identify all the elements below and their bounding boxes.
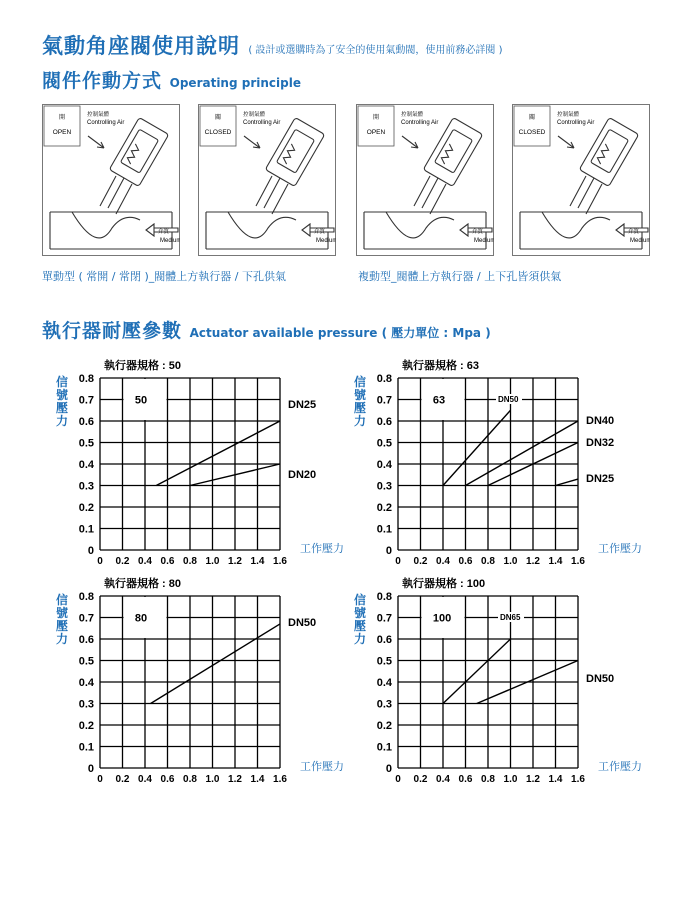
y-tick-label: 0.5 (376, 655, 392, 668)
state-label-cn: 開 (372, 115, 380, 121)
x-tick-label: 1.0 (205, 774, 220, 785)
x-tick-label: 0 (97, 774, 103, 785)
y-tick-label: 0.7 (78, 612, 94, 625)
caption-double-acting: 複動型_閥體上方執行器 / 上下孔皆須供氣 (358, 270, 562, 283)
x-tick-label: 0.8 (183, 774, 197, 785)
x-tick-label: 0 (395, 774, 401, 785)
x-tick-label: 1.6 (571, 556, 585, 567)
y-tick-label: 0.6 (376, 634, 392, 646)
series-label-dn40: DN40 (586, 415, 615, 427)
series-label-dn50: DN50 (498, 395, 519, 404)
series-line-dn40 (466, 421, 579, 486)
x-tick-label: 0.8 (481, 774, 495, 785)
x-tick-label: 1.2 (526, 556, 540, 567)
y-tick-label: 0.4 (376, 459, 392, 471)
ylabel-char: 壓 (56, 401, 69, 415)
chart-svg (52, 574, 352, 794)
x-tick-label: 1.0 (205, 556, 220, 567)
pressure-title-en: Actuator available pressure ( 壓力單位 : Mpa ) (189, 326, 491, 340)
y-tick-label: 0.8 (78, 373, 94, 385)
series-label-dn65: DN65 (500, 613, 521, 622)
pressure-heading (42, 316, 491, 343)
series-line-dn25 (556, 479, 579, 485)
x-tick-label: 0.4 (138, 556, 152, 567)
valve-diagram-3 (356, 104, 494, 256)
x-tick-label: 1.2 (526, 774, 540, 785)
x-tick-label: 1.4 (548, 774, 563, 785)
pressure-chart-100 (350, 574, 650, 798)
x-tick-label: 1.4 (250, 774, 265, 785)
y-tick-label: 0 (385, 545, 392, 557)
y-tick-label: 0.1 (376, 523, 392, 536)
y-tick-label: 0.3 (78, 480, 94, 493)
series-label-dn50: DN50 (288, 617, 317, 629)
ylabel-char: 號 (56, 606, 69, 620)
controlling-air-cn: 控制氣體 (557, 112, 580, 118)
page-title (42, 30, 502, 60)
medium-en: Medium (474, 238, 494, 244)
medium-cn: 介質 (314, 229, 326, 235)
chart-svg (350, 356, 650, 576)
state-label-en: CLOSED (204, 129, 232, 136)
state-label-en: OPEN (366, 129, 386, 136)
ylabel-char: 信 (56, 375, 69, 389)
valve-diagram-4 (512, 104, 650, 256)
chart-title: 執行器規格 : 100 (402, 578, 486, 590)
ylabel-char: 號 (354, 388, 367, 402)
medium-en: Medium (316, 238, 336, 244)
state-box (200, 106, 236, 146)
y-tick-label: 0.1 (376, 741, 392, 754)
chart-ylabel (354, 374, 366, 428)
medium-cn: 介質 (472, 229, 484, 235)
x-tick-label: 0.4 (436, 774, 450, 785)
ylabel-char: 信 (354, 375, 367, 389)
chart-inner-label: 63 (432, 394, 446, 407)
y-tick-label: 0 (385, 763, 392, 775)
ylabel-char: 力 (354, 414, 367, 428)
state-box (514, 106, 550, 146)
chart-svg (52, 356, 352, 576)
y-tick-label: 0 (87, 763, 94, 775)
ylabel-char: 力 (56, 632, 69, 646)
y-tick-label: 0.2 (376, 502, 392, 514)
medium-en: Medium (160, 238, 180, 244)
chart-ylabel (56, 592, 68, 646)
y-tick-label: 0.3 (376, 698, 392, 711)
y-tick-label: 0.5 (78, 655, 94, 668)
y-tick-label: 0.1 (78, 523, 94, 536)
chart-title: 執行器規格 : 80 (104, 578, 182, 590)
series-label-dn20: DN20 (288, 469, 317, 481)
x-tick-label: 0.8 (481, 556, 495, 567)
x-tick-label: 0.2 (115, 556, 130, 567)
x-tick-label: 0.2 (115, 774, 130, 785)
valve-diagram-1 (42, 104, 180, 256)
ylabel-char: 壓 (56, 619, 69, 633)
y-tick-label: 0.6 (78, 634, 94, 646)
caption-single-acting: 單動型 ( 常開 / 常閉 )_閥體上方執行器 / 下孔供氣 (42, 270, 286, 283)
y-tick-label: 0.3 (78, 698, 94, 711)
y-tick-label: 0.7 (376, 394, 392, 407)
y-tick-label: 0.7 (376, 612, 392, 625)
y-tick-label: 0.6 (376, 416, 392, 428)
y-tick-label: 0.2 (78, 720, 94, 732)
pressure-title: 執行器耐壓參數 (42, 320, 183, 342)
controlling-air-en: Controlling Air (557, 120, 595, 126)
valve-diagram-svg (512, 104, 650, 256)
valve-diagram-svg (42, 104, 180, 256)
valve-diagram-2 (198, 104, 336, 256)
chart-title: 執行器規格 : 50 (104, 360, 182, 372)
principle-title: 閥件作動方式 (42, 70, 163, 92)
controlling-air-en: Controlling Air (87, 120, 125, 126)
y-tick-label: 0.8 (376, 591, 392, 603)
ylabel-char: 號 (354, 606, 367, 620)
state-label-en: OPEN (52, 129, 72, 136)
series-label-dn25: DN25 (288, 399, 317, 411)
page-title-text: 氣動角座閥使用說明 (42, 34, 240, 58)
series-line-dn25 (156, 421, 280, 486)
series-line-dn50 (151, 624, 280, 704)
principle-title-en: Operating principle (169, 76, 301, 90)
pressure-chart-80 (52, 574, 352, 798)
page-subtitle: ( 設計或選購時為了安全的使用氣動閥，使用前務必詳閱 ) (248, 45, 503, 56)
ylabel-char: 力 (354, 632, 367, 646)
x-tick-label: 1.6 (571, 774, 585, 785)
x-tick-label: 0.6 (458, 556, 473, 567)
medium-en: Medium (630, 238, 650, 244)
controlling-air-en: Controlling Air (243, 120, 281, 126)
ylabel-char: 信 (354, 593, 367, 607)
x-tick-label: 0.8 (183, 556, 197, 567)
y-tick-label: 0.8 (376, 373, 392, 385)
state-label-cn: 關 (528, 115, 536, 121)
x-tick-label: 1.2 (228, 774, 242, 785)
controlling-air-en: Controlling Air (401, 120, 439, 126)
chart-xlabel: 工作壓力 (598, 761, 642, 773)
chart-xlabel: 工作壓力 (300, 761, 344, 773)
y-tick-label: 0.2 (78, 502, 94, 514)
state-box (44, 106, 80, 146)
y-tick-label: 0.4 (78, 677, 94, 689)
x-tick-label: 1.6 (273, 774, 287, 785)
medium-cn: 介質 (158, 229, 170, 235)
ylabel-char: 信 (56, 593, 69, 607)
chart-xlabel: 工作壓力 (598, 543, 642, 555)
y-tick-label: 0.1 (78, 741, 94, 754)
x-tick-label: 1.6 (273, 556, 287, 567)
x-tick-label: 1.2 (228, 556, 242, 567)
x-tick-label: 1.0 (503, 556, 518, 567)
chart-ylabel (56, 374, 68, 428)
chart-svg (350, 574, 650, 794)
chart-inner-label: 80 (134, 612, 148, 625)
series-label-dn32: DN32 (586, 437, 615, 449)
state-label-en: CLOSED (518, 129, 546, 136)
series-label-dn50: DN50 (586, 673, 615, 685)
x-tick-label: 0.2 (413, 774, 428, 785)
controlling-air-cn: 控制氣體 (401, 112, 424, 118)
y-tick-label: 0.4 (376, 677, 392, 689)
y-tick-label: 0 (87, 545, 94, 557)
state-label-cn: 關 (214, 115, 222, 121)
valve-diagram-svg (356, 104, 494, 256)
pressure-chart-63 (350, 356, 650, 580)
valve-diagram-svg (198, 104, 336, 256)
pressure-chart-50 (52, 356, 352, 580)
controlling-air-cn: 控制氣體 (243, 112, 266, 118)
y-tick-label: 0.8 (78, 591, 94, 603)
chart-inner-label: 100 (432, 612, 452, 625)
principle-heading (42, 66, 301, 93)
state-label-cn: 開 (58, 115, 66, 121)
ylabel-char: 壓 (354, 619, 367, 633)
x-tick-label: 1.4 (250, 556, 265, 567)
medium-cn: 介質 (628, 229, 640, 235)
y-tick-label: 0.4 (78, 459, 94, 471)
state-box (358, 106, 394, 146)
x-tick-label: 0.4 (436, 556, 450, 567)
y-tick-label: 0.6 (78, 416, 94, 428)
y-tick-label: 0.7 (78, 394, 94, 407)
y-tick-label: 0.3 (376, 480, 392, 493)
x-tick-label: 0.6 (458, 774, 473, 785)
x-tick-label: 1.0 (503, 774, 518, 785)
x-tick-label: 0 (395, 556, 401, 567)
chart-title: 執行器規格 : 63 (402, 360, 480, 372)
chart-ylabel (354, 592, 366, 646)
ylabel-char: 號 (56, 388, 69, 402)
y-tick-label: 0.5 (78, 437, 94, 450)
y-tick-label: 0.5 (376, 437, 392, 450)
x-tick-label: 1.4 (548, 556, 563, 567)
series-label-dn25: DN25 (586, 473, 615, 485)
controlling-air-cn: 控制氣體 (87, 112, 110, 118)
x-tick-label: 0.6 (160, 774, 175, 785)
x-tick-label: 0 (97, 556, 103, 567)
y-tick-label: 0.2 (376, 720, 392, 732)
x-tick-label: 0.6 (160, 556, 175, 567)
chart-inner-label: 50 (134, 394, 148, 407)
ylabel-char: 力 (56, 414, 69, 428)
x-tick-label: 0.4 (138, 774, 152, 785)
chart-xlabel: 工作壓力 (300, 543, 344, 555)
x-tick-label: 0.2 (413, 556, 428, 567)
ylabel-char: 壓 (354, 401, 367, 415)
